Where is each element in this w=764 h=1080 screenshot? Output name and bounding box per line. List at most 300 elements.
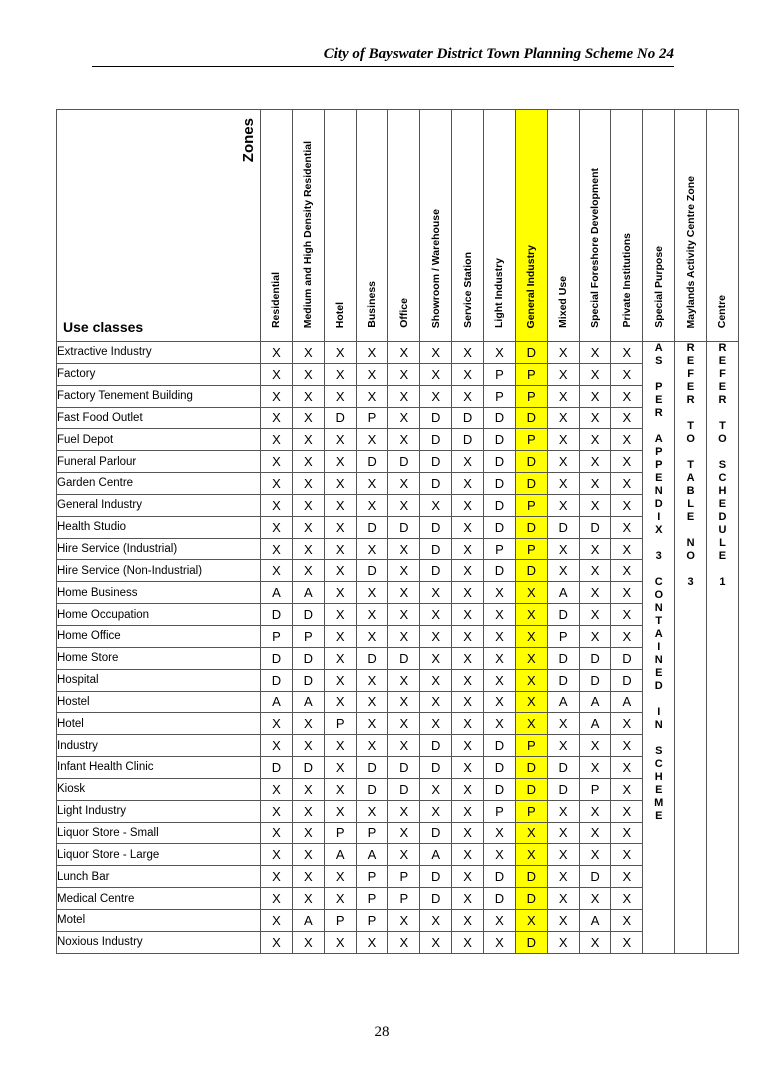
permission-cell: X [452, 691, 484, 713]
permission-cell: A [292, 582, 324, 604]
permission-cell: X [388, 735, 420, 757]
permission-cell: P [388, 866, 420, 888]
permission-cell: X [547, 494, 579, 516]
permission-cell: X [452, 931, 484, 953]
permission-cell: X [388, 691, 420, 713]
table-row [57, 691, 739, 713]
permission-cell: X [611, 713, 643, 735]
permission-cell: X [611, 385, 643, 407]
permission-cell: X [484, 822, 516, 844]
permission-cell: D [515, 888, 547, 910]
permission-cell: P [515, 538, 547, 560]
permission-cell: X [261, 473, 293, 495]
permission-cell: D [515, 866, 547, 888]
permission-cell: X [611, 844, 643, 866]
permission-cell: D [484, 473, 516, 495]
permission-cell: P [484, 800, 516, 822]
permission-cell: X [356, 342, 388, 364]
use-classes-label: Use classes [63, 319, 144, 335]
permission-cell: A [579, 691, 611, 713]
permission-cell: D [388, 778, 420, 800]
permission-cell: D [420, 888, 452, 910]
permission-cell: X [579, 473, 611, 495]
table-row [57, 342, 739, 364]
permission-cell: A [261, 691, 293, 713]
permission-cell: X [261, 363, 293, 385]
permission-cell: X [324, 494, 356, 516]
permission-cell: X [452, 844, 484, 866]
permission-cell: X [292, 713, 324, 735]
permission-cell: X [547, 931, 579, 953]
zoning-table [56, 109, 739, 954]
permission-cell: X [292, 516, 324, 538]
permission-cell: X [579, 757, 611, 779]
permission-cell: X [324, 778, 356, 800]
table-row [57, 669, 739, 691]
permission-cell: A [579, 909, 611, 931]
permission-cell: X [261, 800, 293, 822]
zone-header-row [57, 110, 739, 342]
permission-cell: X [324, 691, 356, 713]
permission-cell: X [324, 866, 356, 888]
permission-cell: X [261, 735, 293, 757]
permission-cell: X [261, 560, 293, 582]
permission-cell: D [420, 429, 452, 451]
permission-cell: X [261, 888, 293, 910]
permission-cell: X [484, 909, 516, 931]
permission-cell: X [356, 625, 388, 647]
permission-cell: X [579, 888, 611, 910]
permission-cell: D [547, 757, 579, 779]
permission-cell: D [547, 669, 579, 691]
use-class-name: Hospital [57, 669, 261, 691]
permission-cell: X [515, 625, 547, 647]
permission-cell: X [261, 385, 293, 407]
permission-cell: D [484, 778, 516, 800]
use-class-name: Hostel [57, 691, 261, 713]
use-class-name: Home Business [57, 582, 261, 604]
permission-cell: A [579, 713, 611, 735]
permission-cell: X [579, 342, 611, 364]
permission-cell: X [388, 625, 420, 647]
permission-cell: P [356, 866, 388, 888]
permission-cell: X [261, 713, 293, 735]
permission-cell: X [261, 822, 293, 844]
permission-cell: X [611, 582, 643, 604]
permission-cell: X [547, 429, 579, 451]
permission-cell: X [579, 429, 611, 451]
permission-cell: D [484, 407, 516, 429]
table-row [57, 494, 739, 516]
zone-header: Special Purpose [643, 110, 675, 342]
zone-header: Mixed Use [547, 110, 579, 342]
permission-cell: X [484, 625, 516, 647]
permission-cell: X [611, 822, 643, 844]
table-row [57, 888, 739, 910]
permission-cell: P [261, 625, 293, 647]
use-class-name: Health Studio [57, 516, 261, 538]
permission-cell: D [420, 516, 452, 538]
permission-cell: X [515, 647, 547, 669]
permission-cell: X [452, 473, 484, 495]
permission-cell: X [292, 866, 324, 888]
permission-cell: A [356, 844, 388, 866]
permission-cell: P [292, 625, 324, 647]
permission-cell: X [452, 538, 484, 560]
permission-cell: X [388, 494, 420, 516]
permission-cell: X [547, 800, 579, 822]
permission-cell: X [611, 538, 643, 560]
permission-cell: X [261, 429, 293, 451]
permission-cell: X [452, 713, 484, 735]
permission-cell: D [484, 735, 516, 757]
use-class-name: Home Store [57, 647, 261, 669]
permission-cell: X [547, 342, 579, 364]
permission-cell: X [324, 473, 356, 495]
permission-cell: X [292, 800, 324, 822]
permission-cell: X [324, 625, 356, 647]
permission-cell: X [292, 473, 324, 495]
use-class-name: Lunch Bar [57, 866, 261, 888]
permission-cell: X [420, 494, 452, 516]
permission-cell: X [261, 844, 293, 866]
table-row [57, 931, 739, 953]
permission-cell: X [515, 713, 547, 735]
use-class-name: Light Industry [57, 800, 261, 822]
permission-cell: X [484, 931, 516, 953]
permission-cell: X [324, 451, 356, 473]
permission-cell: X [611, 604, 643, 626]
use-class-name: Garden Centre [57, 473, 261, 495]
permission-cell: X [579, 625, 611, 647]
permission-cell: D [515, 516, 547, 538]
permission-cell: D [484, 494, 516, 516]
permission-cell: X [324, 538, 356, 560]
permission-cell: X [452, 625, 484, 647]
permission-cell: X [452, 647, 484, 669]
permission-cell: D [356, 560, 388, 582]
permission-cell: D [356, 778, 388, 800]
table-row [57, 604, 739, 626]
permission-cell: X [611, 473, 643, 495]
permission-cell: X [452, 888, 484, 910]
permission-cell: P [547, 625, 579, 647]
table-row [57, 713, 739, 735]
permission-cell: X [388, 844, 420, 866]
permission-cell: X [579, 822, 611, 844]
permission-cell: X [388, 560, 420, 582]
permission-cell: D [515, 473, 547, 495]
use-class-name: Home Occupation [57, 604, 261, 626]
permission-cell: X [324, 363, 356, 385]
permission-cell: X [452, 822, 484, 844]
table-row [57, 909, 739, 931]
permission-cell: X [388, 582, 420, 604]
use-class-name: Extractive Industry [57, 342, 261, 364]
zone-header: Office [388, 110, 420, 342]
permission-cell: X [292, 844, 324, 866]
permission-cell: X [547, 385, 579, 407]
permission-cell: X [420, 909, 452, 931]
permission-cell: X [611, 363, 643, 385]
permission-cell: X [356, 713, 388, 735]
permission-cell: X [452, 669, 484, 691]
permission-cell: D [547, 778, 579, 800]
permission-cell: D [420, 407, 452, 429]
permission-cell: X [420, 582, 452, 604]
permission-cell: X [420, 647, 452, 669]
permission-cell: X [420, 691, 452, 713]
permission-cell: X [611, 407, 643, 429]
permission-cell: X [324, 931, 356, 953]
permission-cell: D [579, 866, 611, 888]
permission-cell: P [515, 800, 547, 822]
permission-cell: X [324, 800, 356, 822]
permission-cell: X [420, 385, 452, 407]
permission-cell: D [579, 669, 611, 691]
permission-cell: D [547, 647, 579, 669]
permission-cell: X [388, 909, 420, 931]
permission-cell: X [579, 451, 611, 473]
permission-cell: D [515, 407, 547, 429]
permission-cell: X [611, 429, 643, 451]
permission-cell: X [356, 931, 388, 953]
permission-cell: D [261, 757, 293, 779]
permission-cell: X [356, 735, 388, 757]
table-row [57, 647, 739, 669]
permission-cell: A [324, 844, 356, 866]
permission-cell: X [515, 909, 547, 931]
permission-cell: X [420, 931, 452, 953]
table-row [57, 429, 739, 451]
permission-cell: X [579, 494, 611, 516]
table-body [57, 342, 739, 954]
permission-cell: X [388, 473, 420, 495]
use-class-name: Funeral Parlour [57, 451, 261, 473]
permission-cell: X [261, 516, 293, 538]
permission-cell: P [356, 407, 388, 429]
permission-cell: X [515, 844, 547, 866]
permission-cell: X [611, 451, 643, 473]
permission-cell: X [292, 494, 324, 516]
permission-cell: X [420, 625, 452, 647]
permission-cell: D [356, 516, 388, 538]
permission-cell: X [261, 407, 293, 429]
permission-cell: X [388, 407, 420, 429]
permission-cell: X [515, 582, 547, 604]
permission-cell: X [547, 407, 579, 429]
permission-cell: D [484, 429, 516, 451]
zone-header: Service Station [452, 110, 484, 342]
permission-cell: D [388, 757, 420, 779]
permission-cell: D [484, 757, 516, 779]
permission-cell: X [261, 494, 293, 516]
permission-cell: X [324, 669, 356, 691]
permission-cell: X [611, 888, 643, 910]
permission-cell: A [547, 691, 579, 713]
permission-cell: D [452, 407, 484, 429]
permission-cell: P [356, 909, 388, 931]
permission-cell: X [292, 931, 324, 953]
permission-cell: A [292, 691, 324, 713]
table-corner-cell [57, 110, 261, 342]
permission-cell: X [388, 385, 420, 407]
permission-cell: D [420, 866, 452, 888]
permission-cell: D [515, 451, 547, 473]
permission-cell: X [515, 691, 547, 713]
use-class-name: Factory [57, 363, 261, 385]
permission-cell: A [547, 582, 579, 604]
permission-cell: X [356, 691, 388, 713]
permission-cell: X [452, 516, 484, 538]
permission-cell: X [324, 757, 356, 779]
use-class-name: Hire Service (Non-Industrial) [57, 560, 261, 582]
permission-cell: X [324, 516, 356, 538]
permission-cell: X [484, 342, 516, 364]
permission-cell: D [420, 538, 452, 560]
permission-cell: X [324, 385, 356, 407]
use-class-name: Noxious Industry [57, 931, 261, 953]
permission-cell: D [388, 516, 420, 538]
permission-cell: D [515, 778, 547, 800]
permission-cell: X [324, 429, 356, 451]
permission-cell: X [484, 844, 516, 866]
table-row [57, 582, 739, 604]
permission-cell: X [292, 451, 324, 473]
permission-cell: D [547, 604, 579, 626]
maylands-note [675, 342, 707, 954]
permission-cell: X [356, 800, 388, 822]
permission-cell: X [292, 822, 324, 844]
permission-cell: X [261, 866, 293, 888]
maylands-note-text: R E F E R T O T A B L E N O 3 [686, 342, 695, 588]
permission-cell: X [356, 494, 388, 516]
use-class-name: Infant Health Clinic [57, 757, 261, 779]
permission-cell: X [261, 931, 293, 953]
use-class-name: Liquor Store - Small [57, 822, 261, 844]
table-row [57, 800, 739, 822]
permission-cell: X [324, 888, 356, 910]
permission-cell: P [356, 822, 388, 844]
permission-cell: P [356, 888, 388, 910]
permission-cell: X [579, 800, 611, 822]
use-class-name: Motel [57, 909, 261, 931]
permission-cell: X [356, 429, 388, 451]
zone-header: Showroom / Warehouse [420, 110, 452, 342]
permission-cell: X [420, 800, 452, 822]
permission-cell: A [611, 691, 643, 713]
zone-header: Centre [707, 110, 739, 342]
permission-cell: D [484, 560, 516, 582]
permission-cell: X [324, 735, 356, 757]
table-row [57, 625, 739, 647]
permission-cell: D [292, 669, 324, 691]
permission-cell: X [547, 909, 579, 931]
permission-cell: D [515, 560, 547, 582]
permission-cell: D [420, 757, 452, 779]
permission-cell: X [547, 560, 579, 582]
special-purpose-note [643, 342, 675, 954]
table-row [57, 822, 739, 844]
permission-cell: X [547, 888, 579, 910]
zone-header: Medium and High Density Residential [292, 110, 324, 342]
permission-cell: X [611, 735, 643, 757]
permission-cell: D [515, 931, 547, 953]
permission-cell: P [515, 363, 547, 385]
permission-cell: X [356, 385, 388, 407]
permission-cell: D [292, 647, 324, 669]
permission-cell: X [452, 451, 484, 473]
permission-cell: D [547, 516, 579, 538]
permission-cell: X [452, 778, 484, 800]
permission-cell: D [324, 407, 356, 429]
permission-cell: X [611, 625, 643, 647]
permission-cell: D [261, 604, 293, 626]
permission-cell: X [579, 604, 611, 626]
permission-cell: X [484, 604, 516, 626]
permission-cell: X [547, 713, 579, 735]
permission-cell: X [420, 342, 452, 364]
permission-cell: X [611, 342, 643, 364]
permission-cell: X [452, 494, 484, 516]
permission-cell: P [515, 494, 547, 516]
permission-cell: X [292, 385, 324, 407]
permission-cell: X [579, 931, 611, 953]
permission-cell: X [324, 582, 356, 604]
permission-cell: X [452, 757, 484, 779]
use-class-name: Fuel Depot [57, 429, 261, 451]
permission-cell: X [484, 582, 516, 604]
permission-cell: X [611, 516, 643, 538]
permission-cell: X [579, 538, 611, 560]
use-class-name: Liquor Store - Large [57, 844, 261, 866]
table-row [57, 735, 739, 757]
permission-cell: D [452, 429, 484, 451]
permission-cell: D [388, 647, 420, 669]
permission-cell: P [324, 909, 356, 931]
permission-cell: X [356, 473, 388, 495]
special-purpose-note-text: A S P E R A P P E N D I X 3 C O N T A I N E D I N S C H E M E [654, 342, 664, 822]
permission-cell: X [292, 778, 324, 800]
permission-cell: D [356, 757, 388, 779]
permission-cell: X [388, 363, 420, 385]
permission-cell: X [547, 451, 579, 473]
permission-cell: P [388, 888, 420, 910]
use-class-name: General Industry [57, 494, 261, 516]
use-class-name: Home Office [57, 625, 261, 647]
permission-cell: D [420, 560, 452, 582]
permission-cell: D [515, 342, 547, 364]
table-row [57, 473, 739, 495]
permission-cell: X [452, 735, 484, 757]
use-class-name: Medical Centre [57, 888, 261, 910]
permission-cell: X [579, 363, 611, 385]
permission-cell: A [261, 582, 293, 604]
permission-cell: D [579, 647, 611, 669]
permission-cell: X [292, 888, 324, 910]
permission-cell: X [292, 429, 324, 451]
permission-cell: X [420, 713, 452, 735]
permission-cell: D [388, 451, 420, 473]
permission-cell: X [515, 604, 547, 626]
permission-cell: X [388, 713, 420, 735]
permission-cell: D [515, 757, 547, 779]
permission-cell: X [547, 363, 579, 385]
permission-cell: X [579, 560, 611, 582]
zone-header: Residential [261, 110, 293, 342]
table-row [57, 363, 739, 385]
permission-cell: X [356, 363, 388, 385]
